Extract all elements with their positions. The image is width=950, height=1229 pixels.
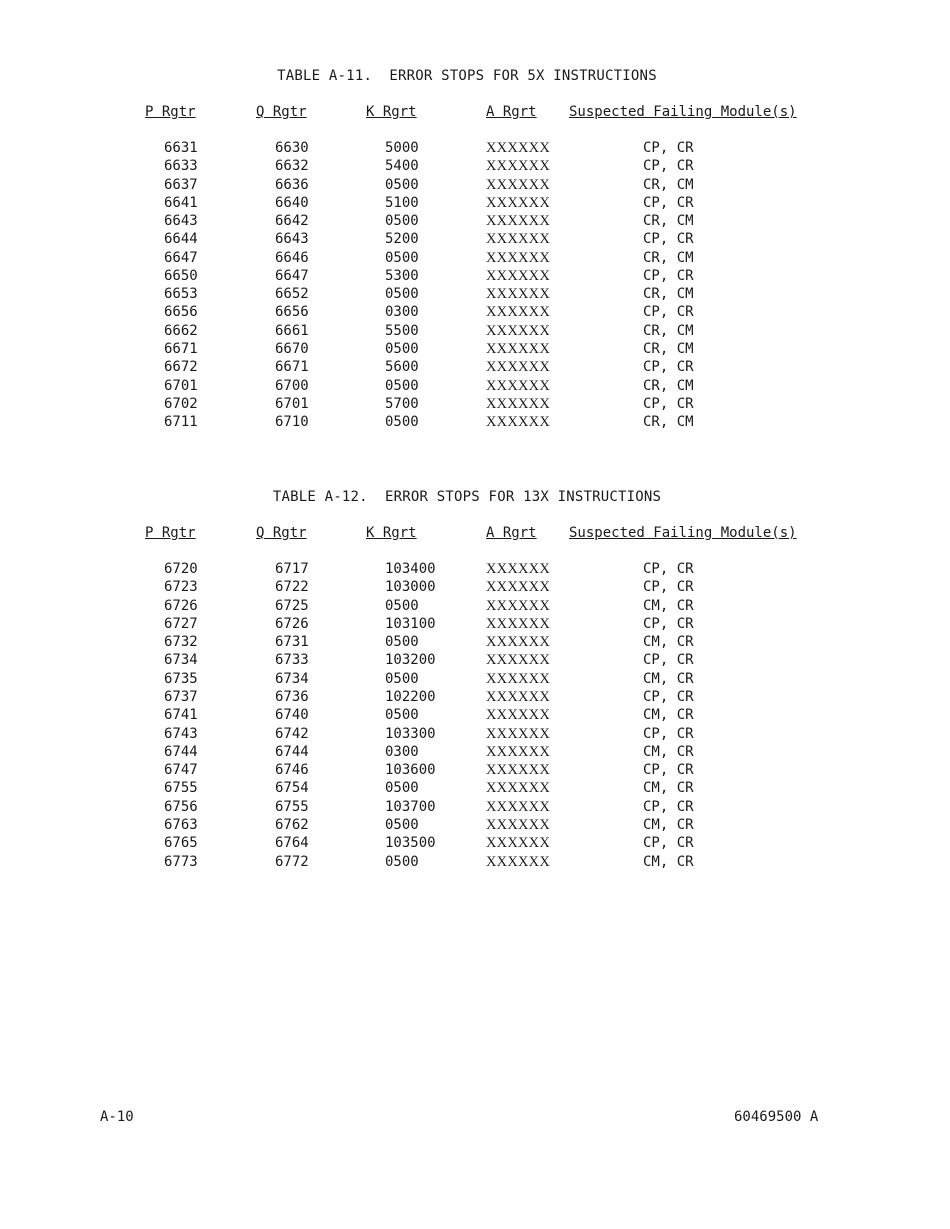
cell-p-rgtr: 6720 — [164, 561, 198, 577]
cell-modules: CM, CR — [643, 634, 694, 651]
cell-q-rgtr: 6661 — [275, 322, 309, 339]
table-row — [0, 671, 950, 689]
table-row — [0, 359, 950, 377]
cell-a-rgrt: XXXXXX — [486, 395, 551, 412]
cell-a-rgrt: XXXXXX — [486, 835, 551, 852]
cell-k-rgrt: 103300 — [385, 725, 436, 742]
cell-k-rgrt: 0500 — [385, 286, 419, 303]
cell-modules: CP, CR — [643, 231, 694, 248]
table-row — [0, 780, 950, 798]
cell-modules: CR, CM — [643, 249, 694, 266]
cell-a-rgrt: XXXXXX — [486, 414, 551, 431]
table-a11-header-modules: Suspected Failing Module(s) — [569, 104, 797, 120]
cell-p-rgtr: 6656 — [164, 304, 198, 321]
cell-p-rgtr: 6741 — [164, 707, 198, 724]
cell-a-rgrt: XXXXXX — [486, 286, 551, 303]
cell-k-rgrt: 0300 — [385, 304, 419, 321]
cell-k-rgrt: 0500 — [385, 213, 419, 230]
table-row — [0, 854, 950, 872]
table-row — [0, 561, 950, 579]
table-row — [0, 835, 950, 853]
cell-q-rgtr: 6646 — [275, 249, 309, 266]
cell-q-rgtr: 6725 — [275, 597, 309, 614]
cell-a-rgrt: XXXXXX — [486, 707, 551, 724]
cell-a-rgrt: XXXXXX — [486, 249, 551, 266]
table-row — [0, 652, 950, 670]
cell-p-rgtr: 6641 — [164, 194, 198, 211]
cell-q-rgtr: 6754 — [275, 780, 309, 797]
cell-a-rgrt: XXXXXX — [486, 780, 551, 797]
table-a11-title: TABLE A-11. ERROR STOPS FOR 5X INSTRUCTIONS — [277, 68, 657, 84]
table-row — [0, 140, 950, 158]
cell-modules: CR, CM — [643, 377, 694, 394]
table-row — [0, 634, 950, 652]
table-row — [0, 707, 950, 725]
cell-k-rgrt: 0500 — [385, 707, 419, 724]
table-row — [0, 231, 950, 249]
table-row — [0, 213, 950, 231]
cell-q-rgtr: 6717 — [275, 561, 309, 577]
table-row — [0, 304, 950, 322]
cell-modules: CM, CR — [643, 743, 694, 760]
cell-modules: CP, CR — [643, 194, 694, 211]
cell-modules: CM, CR — [643, 707, 694, 724]
cell-k-rgrt: 0500 — [385, 341, 419, 357]
cell-p-rgtr: 6653 — [164, 286, 198, 303]
table-a11-header-k-rgrt: K Rgrt — [366, 104, 417, 120]
cell-modules: CP, CR — [643, 158, 694, 175]
table-row — [0, 250, 950, 268]
table-a11-header-q-rgtr: Q Rgtr — [256, 104, 307, 120]
cell-k-rgrt: 5400 — [385, 158, 419, 175]
table-row — [0, 177, 950, 195]
cell-p-rgtr: 6744 — [164, 743, 198, 760]
cell-a-rgrt: XXXXXX — [486, 652, 551, 669]
table-row — [0, 195, 950, 213]
cell-modules: CP, CR — [643, 652, 694, 669]
cell-k-rgrt: 0500 — [385, 853, 419, 870]
cell-modules: CR, CM — [643, 341, 694, 357]
cell-p-rgtr: 6671 — [164, 341, 198, 357]
cell-p-rgtr: 6765 — [164, 835, 198, 852]
cell-a-rgrt: XXXXXX — [486, 798, 551, 815]
cell-modules: CR, CM — [643, 286, 694, 303]
cell-k-rgrt: 0500 — [385, 377, 419, 394]
table-row — [0, 286, 950, 304]
cell-p-rgtr: 6755 — [164, 780, 198, 797]
cell-a-rgrt: XXXXXX — [486, 359, 551, 376]
cell-a-rgrt: XXXXXX — [486, 194, 551, 211]
table-a12-header-k-rgrt: K Rgrt — [366, 525, 417, 541]
cell-modules: CP, CR — [643, 615, 694, 632]
cell-k-rgrt: 0500 — [385, 597, 419, 614]
cell-modules: CP, CR — [643, 267, 694, 284]
table-a11-header-a-rgrt: A Rgrt — [486, 104, 537, 120]
cell-a-rgrt: XXXXXX — [486, 322, 551, 339]
table-row — [0, 396, 950, 414]
cell-p-rgtr: 6732 — [164, 634, 198, 651]
cell-k-rgrt: 0500 — [385, 780, 419, 797]
cell-k-rgrt: 5300 — [385, 267, 419, 284]
cell-modules: CR, CM — [643, 414, 694, 431]
cell-a-rgrt: XXXXXX — [486, 597, 551, 614]
table-a12-title: TABLE A-12. ERROR STOPS FOR 13X INSTRUCTIONS — [272, 489, 662, 505]
cell-q-rgtr: 6746 — [275, 762, 309, 779]
cell-modules: CP, CR — [643, 304, 694, 321]
cell-a-rgrt: XXXXXX — [486, 725, 551, 742]
cell-modules: CR, CM — [643, 322, 694, 339]
cell-modules: CP, CR — [643, 140, 694, 156]
table-a12-header-a-rgrt: A Rgrt — [486, 525, 537, 541]
cell-modules: CP, CR — [643, 835, 694, 852]
cell-k-rgrt: 0300 — [385, 743, 419, 760]
table-row — [0, 323, 950, 341]
cell-p-rgtr: 6756 — [164, 798, 198, 815]
cell-q-rgtr: 6652 — [275, 286, 309, 303]
cell-q-rgtr: 6740 — [275, 707, 309, 724]
cell-a-rgrt: XXXXXX — [486, 743, 551, 760]
table-row — [0, 268, 950, 286]
cell-q-rgtr: 6742 — [275, 725, 309, 742]
cell-k-rgrt: 5100 — [385, 194, 419, 211]
cell-modules: CP, CR — [643, 395, 694, 412]
table-row — [0, 158, 950, 176]
cell-q-rgtr: 6640 — [275, 194, 309, 211]
cell-q-rgtr: 6630 — [275, 140, 309, 156]
cell-k-rgrt: 5600 — [385, 359, 419, 376]
table-row — [0, 341, 950, 359]
cell-a-rgrt: XXXXXX — [486, 561, 551, 577]
cell-k-rgrt: 103500 — [385, 835, 436, 852]
cell-q-rgtr: 6642 — [275, 213, 309, 230]
table-a11-header-row — [0, 104, 950, 122]
cell-k-rgrt: 103400 — [385, 561, 436, 577]
cell-a-rgrt: XXXXXX — [486, 853, 551, 870]
table-a12-header-modules: Suspected Failing Module(s) — [569, 525, 797, 541]
cell-q-rgtr: 6632 — [275, 158, 309, 175]
cell-modules: CM, CR — [643, 780, 694, 797]
cell-k-rgrt: 0500 — [385, 634, 419, 651]
cell-modules: CM, CR — [643, 816, 694, 833]
cell-p-rgtr: 6737 — [164, 689, 198, 705]
table-row — [0, 799, 950, 817]
cell-q-rgtr: 6670 — [275, 341, 309, 357]
cell-k-rgrt: 0500 — [385, 249, 419, 266]
cell-p-rgtr: 6650 — [164, 267, 198, 284]
table-a12-header-row — [0, 525, 950, 543]
cell-a-rgrt: XXXXXX — [486, 670, 551, 687]
table-row — [0, 726, 950, 744]
cell-q-rgtr: 6726 — [275, 615, 309, 632]
cell-modules: CP, CR — [643, 561, 694, 577]
cell-p-rgtr: 6662 — [164, 322, 198, 339]
cell-q-rgtr: 6733 — [275, 652, 309, 669]
cell-q-rgtr: 6755 — [275, 798, 309, 815]
cell-a-rgrt: XXXXXX — [486, 762, 551, 779]
cell-modules: CP, CR — [643, 798, 694, 815]
cell-k-rgrt: 0500 — [385, 176, 419, 193]
cell-p-rgtr: 6726 — [164, 597, 198, 614]
cell-k-rgrt: 0500 — [385, 670, 419, 687]
cell-q-rgtr: 6656 — [275, 304, 309, 321]
cell-p-rgtr: 6734 — [164, 652, 198, 669]
cell-k-rgrt: 5000 — [385, 140, 419, 156]
cell-k-rgrt: 103600 — [385, 762, 436, 779]
cell-q-rgtr: 6734 — [275, 670, 309, 687]
cell-p-rgtr: 6747 — [164, 762, 198, 779]
cell-q-rgtr: 6731 — [275, 634, 309, 651]
table-a12-header-q-rgtr: Q Rgtr — [256, 525, 307, 541]
cell-p-rgtr: 6763 — [164, 816, 198, 833]
cell-k-rgrt: 103200 — [385, 652, 436, 669]
cell-modules: CM, CR — [643, 853, 694, 870]
table-row — [0, 616, 950, 634]
cell-modules: CR, CM — [643, 213, 694, 230]
cell-k-rgrt: 5700 — [385, 395, 419, 412]
cell-a-rgrt: XXXXXX — [486, 816, 551, 833]
cell-a-rgrt: XXXXXX — [486, 377, 551, 394]
cell-p-rgtr: 6701 — [164, 377, 198, 394]
cell-p-rgtr: 6647 — [164, 249, 198, 266]
cell-q-rgtr: 6643 — [275, 231, 309, 248]
cell-a-rgrt: XXXXXX — [486, 304, 551, 321]
cell-q-rgtr: 6764 — [275, 835, 309, 852]
cell-p-rgtr: 6702 — [164, 395, 198, 412]
cell-p-rgtr: 6723 — [164, 579, 198, 596]
cell-q-rgtr: 6710 — [275, 414, 309, 431]
cell-q-rgtr: 6701 — [275, 395, 309, 412]
table-row — [0, 414, 950, 432]
table-a12-header-p-rgtr: P Rgtr — [145, 525, 196, 541]
table-row — [0, 762, 950, 780]
table-row — [0, 598, 950, 616]
document-number: 60469500 A — [734, 1109, 819, 1125]
cell-p-rgtr: 6727 — [164, 615, 198, 632]
cell-a-rgrt: XXXXXX — [486, 267, 551, 284]
cell-q-rgtr: 6700 — [275, 377, 309, 394]
cell-p-rgtr: 6631 — [164, 140, 198, 156]
cell-a-rgrt: XXXXXX — [486, 689, 551, 705]
cell-a-rgrt: XXXXXX — [486, 213, 551, 230]
cell-k-rgrt: 5200 — [385, 231, 419, 248]
cell-a-rgrt: XXXXXX — [486, 176, 551, 193]
cell-p-rgtr: 6773 — [164, 853, 198, 870]
cell-q-rgtr: 6647 — [275, 267, 309, 284]
cell-p-rgtr: 6633 — [164, 158, 198, 175]
cell-k-rgrt: 103100 — [385, 615, 436, 632]
cell-modules: CM, CR — [643, 670, 694, 687]
cell-p-rgtr: 6743 — [164, 725, 198, 742]
cell-k-rgrt: 103000 — [385, 579, 436, 596]
cell-q-rgtr: 6671 — [275, 359, 309, 376]
cell-p-rgtr: 6735 — [164, 670, 198, 687]
table-row — [0, 817, 950, 835]
cell-a-rgrt: XXXXXX — [486, 579, 551, 596]
cell-a-rgrt: XXXXXX — [486, 634, 551, 651]
cell-modules: CP, CR — [643, 359, 694, 376]
cell-modules: CP, CR — [643, 689, 694, 705]
cell-q-rgtr: 6636 — [275, 176, 309, 193]
cell-a-rgrt: XXXXXX — [486, 231, 551, 248]
cell-modules: CP, CR — [643, 579, 694, 596]
cell-p-rgtr: 6711 — [164, 414, 198, 431]
table-a11-header-p-rgtr: P Rgtr — [145, 104, 196, 120]
cell-k-rgrt: 5500 — [385, 322, 419, 339]
cell-modules: CP, CR — [643, 762, 694, 779]
cell-k-rgrt: 0500 — [385, 414, 419, 431]
cell-modules: CM, CR — [643, 597, 694, 614]
cell-k-rgrt: 103700 — [385, 798, 436, 815]
table-row — [0, 579, 950, 597]
cell-p-rgtr: 6643 — [164, 213, 198, 230]
cell-k-rgrt: 0500 — [385, 816, 419, 833]
cell-p-rgtr: 6644 — [164, 231, 198, 248]
cell-a-rgrt: XXXXXX — [486, 158, 551, 175]
cell-modules: CP, CR — [643, 725, 694, 742]
cell-q-rgtr: 6762 — [275, 816, 309, 833]
cell-q-rgtr: 6736 — [275, 689, 309, 705]
table-row — [0, 378, 950, 396]
cell-a-rgrt: XXXXXX — [486, 341, 551, 357]
cell-q-rgtr: 6722 — [275, 579, 309, 596]
cell-q-rgtr: 6744 — [275, 743, 309, 760]
cell-q-rgtr: 6772 — [275, 853, 309, 870]
cell-p-rgtr: 6672 — [164, 359, 198, 376]
cell-a-rgrt: XXXXXX — [486, 140, 551, 156]
cell-a-rgrt: XXXXXX — [486, 615, 551, 632]
table-row — [0, 689, 950, 707]
cell-p-rgtr: 6637 — [164, 176, 198, 193]
table-row — [0, 744, 950, 762]
page-number: A-10 — [100, 1109, 134, 1125]
cell-k-rgrt: 102200 — [385, 689, 436, 705]
cell-modules: CR, CM — [643, 176, 694, 193]
